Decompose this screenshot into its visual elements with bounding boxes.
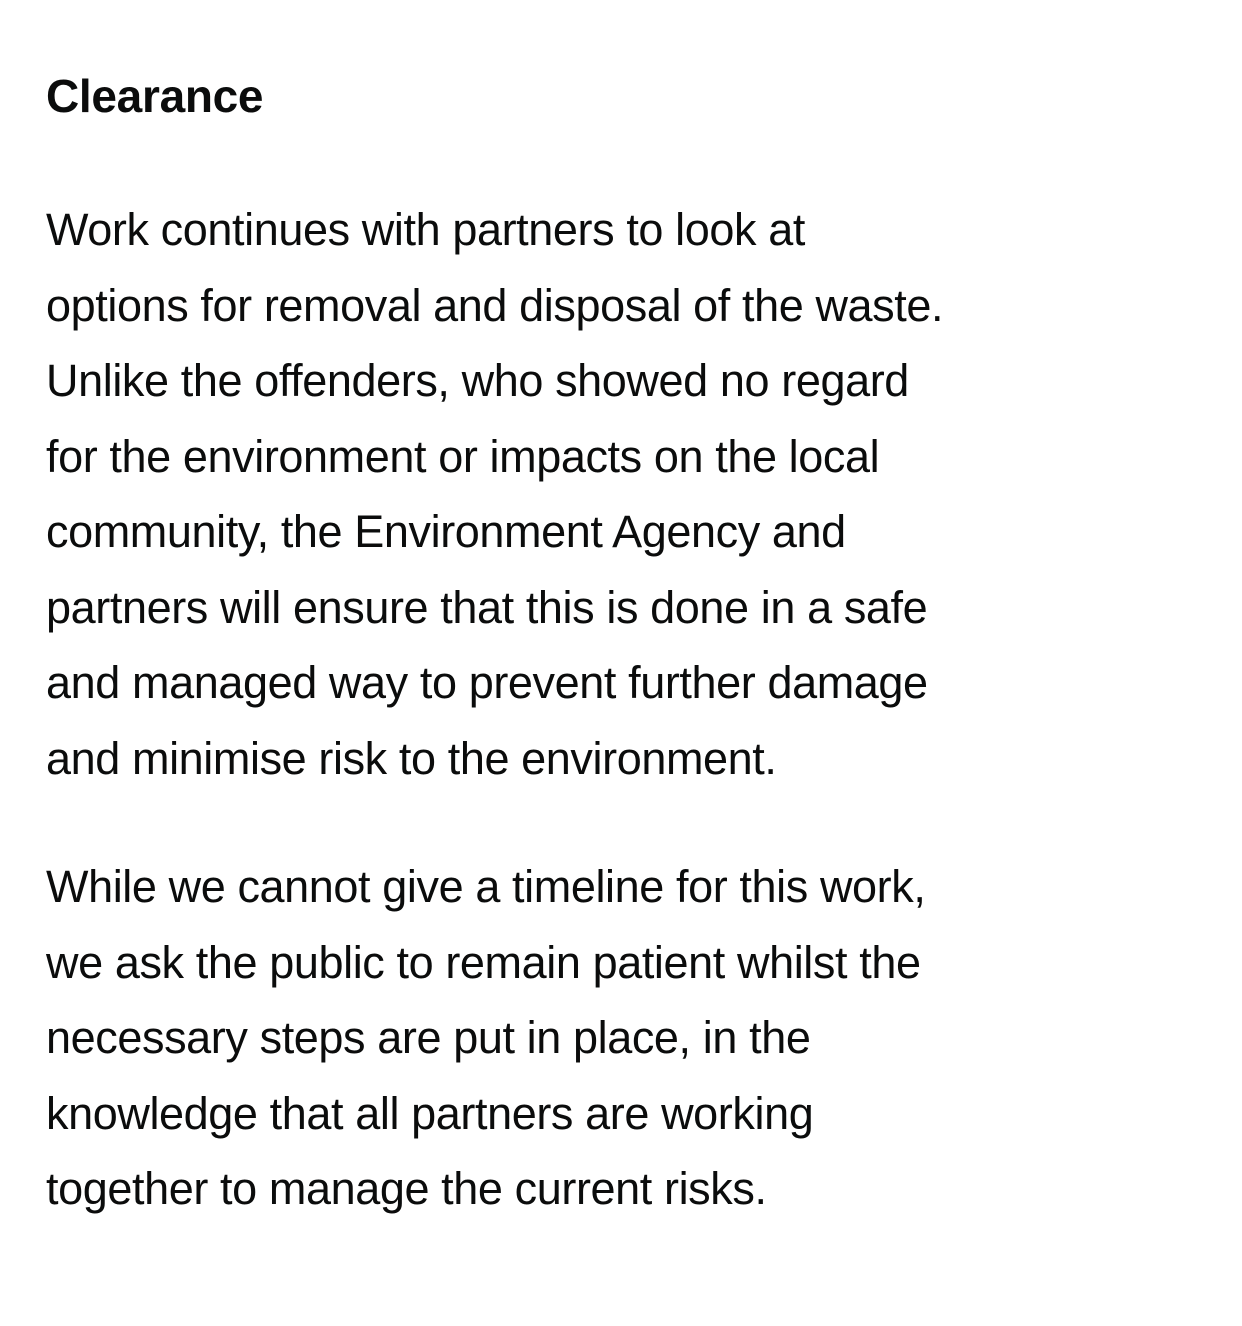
paragraph-work-continues (46, 192, 1216, 796)
paragraph-timeline (46, 849, 1216, 1227)
paragraph-line: together to manage the current risks. (46, 1163, 767, 1214)
paragraph-line: partners will ensure that this is done in a safe (46, 581, 928, 633)
paragraph-line: community, the Environment Agency and (46, 506, 846, 557)
paragraph-line: for the environment or impacts on the local (46, 430, 880, 482)
paragraph-line: While we cannot give a timeline for this work, (46, 861, 926, 912)
paragraph-line: Unlike the offenders, who showed no regard (46, 355, 909, 406)
paragraph-line: Work continues with partners to look at (46, 204, 805, 255)
article-content (46, 64, 1216, 1227)
paragraph-line: and minimise risk to the environment. (46, 732, 777, 784)
paragraph-line: options for removal and disposal of the waste. (46, 279, 944, 331)
section-heading: Clearance (46, 70, 264, 122)
paragraph-line: necessary steps are put in place, in the (46, 1012, 811, 1063)
paragraph-line: we ask the public to remain patient whilst the (46, 936, 921, 988)
paragraph-line: and managed way to prevent further damage (46, 657, 928, 708)
paragraph-line: knowledge that all partners are working (46, 1087, 814, 1139)
